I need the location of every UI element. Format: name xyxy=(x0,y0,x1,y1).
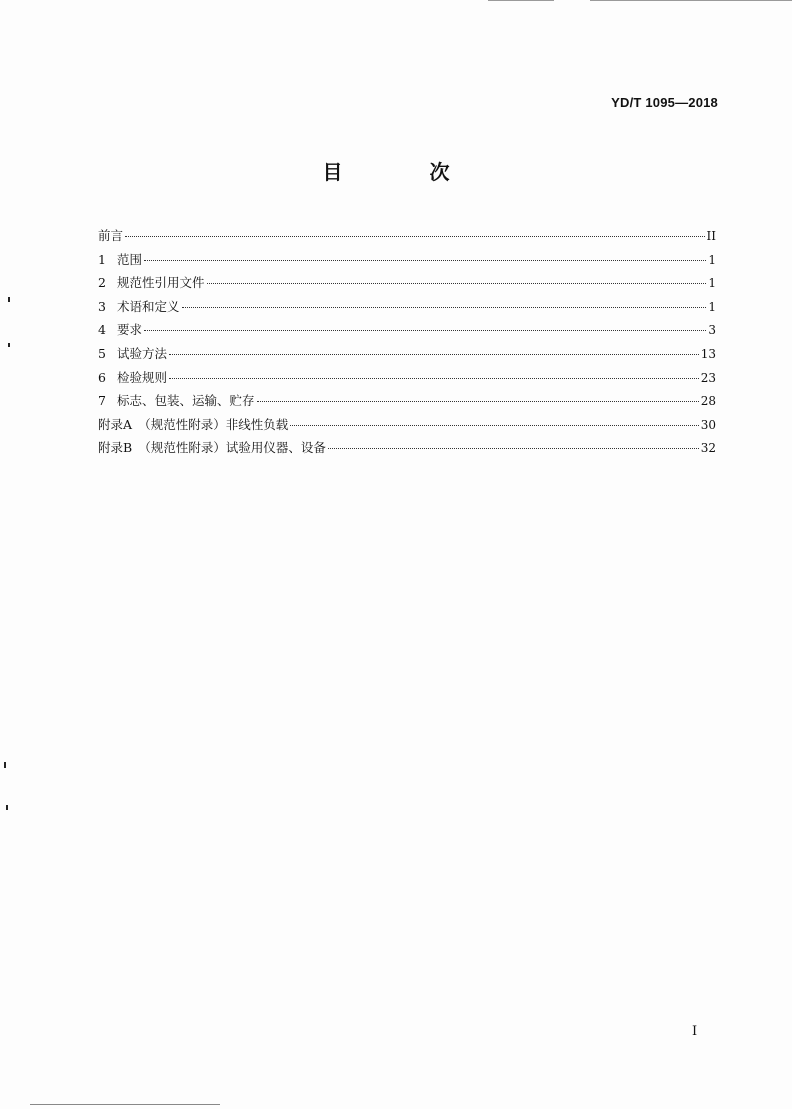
toc-entry-label: 前言 xyxy=(98,228,124,243)
standard-code: YD/T 1095—2018 xyxy=(611,95,718,110)
toc-entry-number: 4 xyxy=(98,322,106,338)
toc-entry-page: 30 xyxy=(700,417,716,432)
toc-dot-leader xyxy=(144,330,706,331)
toc-entry[interactable] xyxy=(98,344,716,368)
toc-entry-label: 术语和定义 xyxy=(117,298,180,314)
toc-entry-label: 要求 xyxy=(117,322,143,338)
scan-artifact-line xyxy=(590,0,792,1)
scan-artifact-mark xyxy=(6,805,8,810)
toc-entry[interactable] xyxy=(98,226,716,250)
scan-artifact-line xyxy=(30,1104,220,1105)
toc-entry-number: 7 xyxy=(98,393,106,409)
toc-entry-label: 标志、包装、运输、贮存 xyxy=(117,393,255,409)
toc-entry-page: 1 xyxy=(708,276,716,291)
scan-artifact-mark xyxy=(4,762,6,768)
toc-entry[interactable] xyxy=(98,415,716,439)
toc-entry-number: 5 xyxy=(98,345,106,361)
toc-entry-page: 1 xyxy=(708,299,716,314)
toc-dot-leader xyxy=(290,425,698,426)
toc-dot-leader xyxy=(169,378,699,379)
scan-artifact-mark xyxy=(8,297,10,302)
page-number: I xyxy=(692,1024,698,1039)
toc-entry[interactable] xyxy=(98,297,716,321)
toc-dot-leader xyxy=(144,260,706,261)
table-of-contents xyxy=(98,226,716,462)
toc-dot-leader xyxy=(182,307,707,308)
toc-entry-page: 13 xyxy=(700,346,716,361)
toc-entry[interactable] xyxy=(98,273,716,297)
toc-entry-page: 32 xyxy=(700,441,716,456)
toc-entry-label: 试验方法 xyxy=(117,345,168,361)
toc-entry-page: 23 xyxy=(700,370,716,385)
scan-artifact-mark xyxy=(8,343,10,347)
toc-entry-number: 1 xyxy=(98,251,106,267)
toc-entry-number: 2 xyxy=(98,275,106,291)
toc-entry-page: 28 xyxy=(700,394,716,409)
toc-entry-number: 6 xyxy=(98,369,106,385)
toc-entry[interactable] xyxy=(98,438,716,462)
toc-entry-label: 附录A （规范性附录）非线性负载 xyxy=(98,416,289,432)
toc-dot-leader xyxy=(257,401,699,402)
toc-entry[interactable] xyxy=(98,391,716,415)
toc-entry[interactable] xyxy=(98,320,716,344)
toc-dot-leader xyxy=(169,354,699,355)
toc-entry-label: 规范性引用文件 xyxy=(117,275,205,291)
toc-entry[interactable] xyxy=(98,368,716,392)
toc-entry-label: 范围 xyxy=(117,251,143,267)
toc-entry-label: 检验规则 xyxy=(117,369,168,385)
scan-artifact-line xyxy=(488,0,554,1)
toc-dot-leader xyxy=(207,283,707,284)
toc-entry-number: 3 xyxy=(98,298,106,314)
toc-dot-leader xyxy=(328,448,699,449)
page-title: 目 次 xyxy=(322,160,490,184)
toc-entry-page: II xyxy=(706,229,716,243)
toc-dot-leader xyxy=(125,236,705,237)
toc-entry[interactable] xyxy=(98,250,716,274)
toc-entry-label: 附录B （规范性附录）试验用仪器、设备 xyxy=(98,440,326,456)
toc-entry-page: 3 xyxy=(708,323,716,338)
toc-entry-page: 1 xyxy=(708,252,716,267)
